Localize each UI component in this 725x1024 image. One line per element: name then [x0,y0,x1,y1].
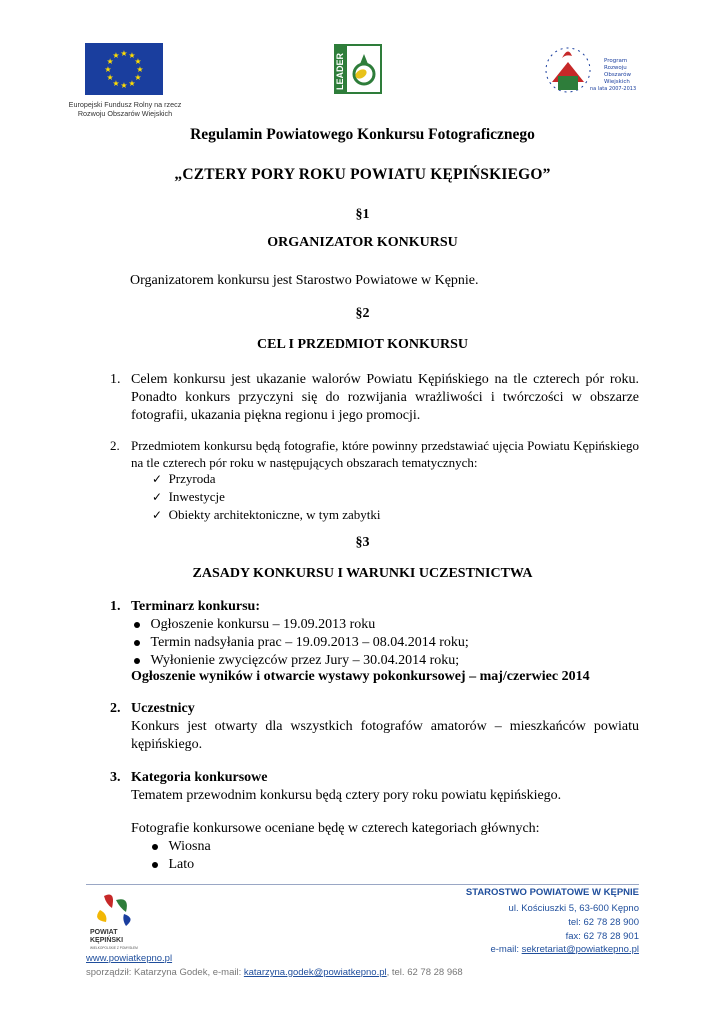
section2-item1-text: Celem konkursu jest ukazanie walorów Powiatu Kępińskiego na tle czterech pór roku. Ponadto konkurs przyczyni się do rozwijania wrażliwości i twórczości w obszarze fotografii, ukazania piękna regionu i jego promocji. [131,372,639,423]
point3-title: Kategoria konkursowe [131,770,268,785]
document-subtitle: „CZTERY PORY ROKU POWIATU KĘPIŃSKIEGO” [174,166,551,183]
eu-star-icon: ★ [106,57,114,66]
list-item: Lato [152,856,211,874]
eu-star-icon: ★ [136,65,144,74]
prow-line1: Program [604,58,628,64]
leader-logo [334,44,382,94]
section2-item2-number: 2. [110,438,120,453]
prow-line4: Wiejskich [604,79,630,85]
eu-flag-logo [85,43,163,95]
list-item: Wiosna [152,838,211,856]
prow-line3: Obszarów [604,72,631,78]
eu-caption [60,100,190,118]
eu-star-icon: ★ [120,49,128,58]
logo-line1: POWIAT [90,929,118,936]
list-item: Ogłoszenie konkursu – 19.09.2013 roku [134,616,469,634]
footer-email-line: e-mail: sekretariat@powiatkepno.pl [490,944,639,955]
check-item: ✓ Przyroda [152,471,216,486]
footer-org-name: STAROSTWO POWIATOWE W KĘPNIE [465,887,639,898]
point3-number: 3. [110,770,121,785]
point3-text2: Fotografie konkursowe oceniane będę w czterech kategoriach głównych: [131,821,540,836]
eu-star-icon: ★ [106,73,114,82]
prepared-email-link[interactable]: katarzyna.godek@powiatkepno.pl [243,967,387,978]
point1-title: Terminarz konkursu: [131,599,261,614]
leader-text: LEADER [335,52,345,90]
eu-star-icon: ★ [112,78,120,88]
eu-star-icon: ★ [104,65,112,74]
point2-text: Konkurs jest otwarty dla wszystkich fotografów amatorów – mieszkańców powiatu kępińskiego. [131,719,639,752]
bullet-icon [152,844,158,850]
eu-star-icon: ★ [128,78,136,88]
section2-heading: CEL I PRZEDMIOT KONKURSU [257,337,468,352]
section1-text: Organizatorem konkursu jest Starostwo Powiatowe w Kępnie. [130,273,479,288]
section2-mark: §2 [355,306,370,321]
check-icon: ✓ [152,472,163,486]
footer-email-link[interactable]: sekretariat@powiatkepno.pl [521,944,639,955]
footer-fax: fax: 62 78 28 901 [565,931,639,942]
section1-mark: §1 [355,207,370,222]
prow-line5: na lata 2007-2013 [590,86,637,92]
check-list [152,470,380,524]
website-link[interactable]: www.powiatkepno.pl [86,953,173,964]
eu-star-icon: ★ [112,51,120,61]
point3-text: Tematem przewodnim konkursu będą cztery pory roku powiatu kępińskiego. [131,788,562,803]
check-item: ✓ Inwestycje [152,489,225,504]
eu-caption-line2: Rozwoju Obszarów Wiejskich [77,109,173,118]
point3-bullets [152,838,211,874]
point1-bullets [134,616,469,670]
section1-heading: ORGANIZATOR KONKURSU [267,235,458,250]
prepared-by: sporządził: Katarzyna Godek, e-mail: katarzyna.godek@powiatkepno.pl, tel. 62 78 28 968 [86,967,463,978]
section2-item1-number: 1. [110,372,121,387]
section3-heading: ZASADY KONKURSU I WARUNKI UCZESTNICTWA [192,566,533,581]
point2-title: Uczestnicy [131,701,195,716]
footer-tel: tel: 62 78 28 900 [568,917,639,928]
bullet-icon [134,658,140,664]
point2-number: 2. [110,701,121,716]
footer-address: ul. Kościuszki 5, 63-600 Kępno [508,903,639,914]
list-item: Wyłonienie zwycięzców przez Jury – 30.04.2014 roku; [134,652,469,670]
section2-item2-text: Przedmiotem konkursu będą fotografie, które powinny przedstawiać ujęcia Powiatu Kępińskiego na tle czterech pór roku w następujących obszarach tematycznych: [131,438,639,470]
bullet-icon [134,622,140,628]
logo-line2: KĘPIŃSKI [90,937,124,944]
eu-star-icon: ★ [128,51,136,61]
prow-line2: Rozwoju [604,65,627,71]
section3-mark: §3 [355,535,370,550]
eu-caption-line1: Europejski Fundusz Rolny na rzecz [68,100,182,109]
point1-number: 1. [110,599,121,614]
document-title: Regulamin Powiatowego Konkursu Fotograficznego [190,126,535,143]
eu-star-icon: ★ [134,73,142,82]
logo-line3: WIELKOPOLSKIE Z POMYSŁEM [90,946,138,950]
powiat-kepinski-logo [86,890,152,952]
bullet-icon [152,862,158,868]
point1-results: Ogłoszenie wyników i otwarcie wystawy pokonkursowej – maj/czerwiec 2014 [131,669,590,684]
list-item: Termin nadsyłania prac – 19.09.2013 – 08.04.2014 roku; [134,634,469,652]
check-icon: ✓ [152,490,163,504]
eu-star-icon: ★ [120,81,128,90]
check-icon: ✓ [152,508,163,522]
bullet-icon [134,640,140,646]
prow-logo [542,40,642,106]
footer-divider [86,884,639,885]
eu-star-icon: ★ [134,57,142,66]
check-item: ✓ Obiekty architektoniczne, w tym zabytki [152,507,381,522]
